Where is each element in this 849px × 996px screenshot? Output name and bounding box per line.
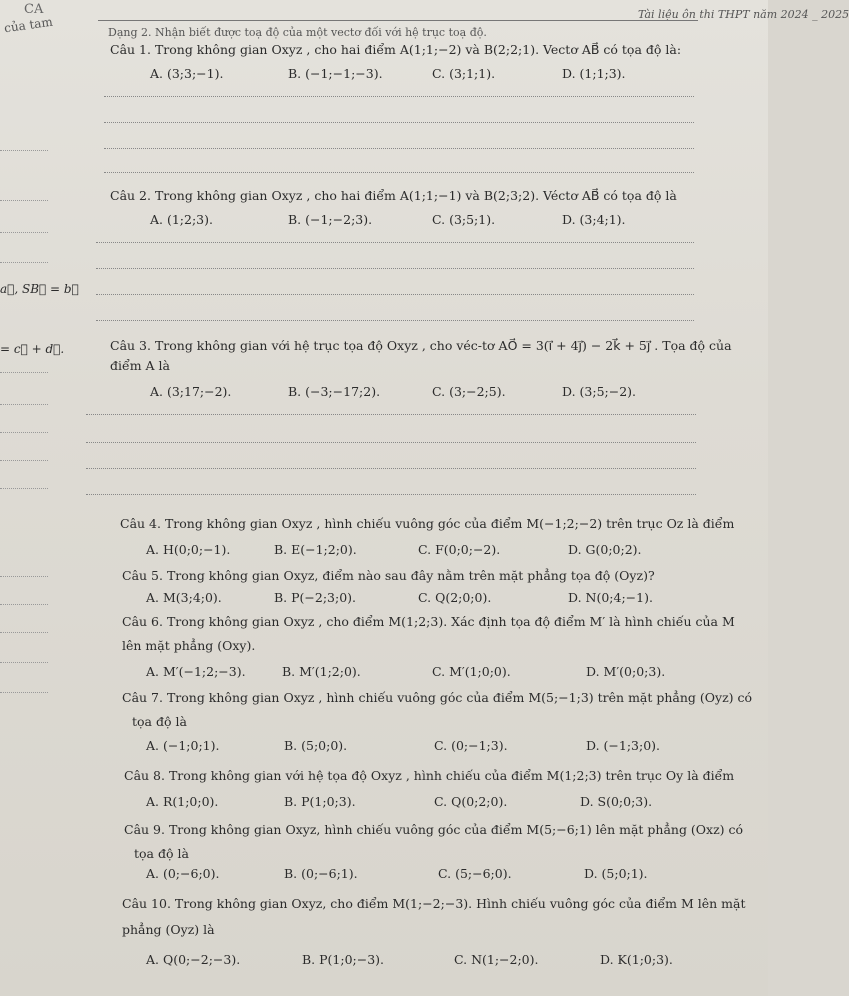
option-b: B. P(−2;3;0). <box>274 590 357 605</box>
margin-line <box>0 372 48 373</box>
margin-line <box>0 432 48 433</box>
option-b: B. M′(1;2;0). <box>282 664 361 679</box>
option-d: D. (5;0;1). <box>584 866 648 881</box>
option-c: C. (5;−6;0). <box>438 866 512 881</box>
section-title: Dạng 2. Nhận biết được toạ độ của một vectơ đối với hệ trục toạ độ. <box>108 26 487 39</box>
answer-line <box>86 468 696 469</box>
answer-line <box>96 268 694 269</box>
margin-line <box>0 200 48 201</box>
option-a: A. H(0;0;−1). <box>146 542 231 557</box>
option-a: A. R(1;0;0). <box>146 794 219 809</box>
margin-line <box>0 604 48 605</box>
option-b: B. (−1;−2;3). <box>288 212 373 227</box>
option-a: A. Q(0;−2;−3). <box>146 952 241 967</box>
question-7-stem-cont: tọa độ là <box>132 714 187 729</box>
option-d: D. G(0;0;2). <box>568 542 642 557</box>
answer-line <box>104 96 694 97</box>
question-3-stem: Câu 3. Trong không gian với hệ trục tọa độ Oxyz , cho véc-tơ AO⃗ = 3(i⃗ + 4j⃗) − 2k⃗ + 5j⃗ . Tọa độ của <box>110 338 732 353</box>
option-c: C. F(0;0;−2). <box>418 542 501 557</box>
option-d: D. (3;4;1). <box>562 212 626 227</box>
option-a: A. M(3;4;0). <box>146 590 222 605</box>
option-a: A. M′(−1;2;−3). <box>146 664 246 679</box>
answer-line <box>104 148 694 149</box>
margin-line <box>0 662 48 663</box>
question-7-stem: Câu 7. Trong không gian Oxyz , hình chiếu vuông góc của điểm M(5;−1;3) trên mặt phẳng (Oyz) có <box>122 690 753 705</box>
question-9-stem-cont: tọa độ là <box>134 846 189 861</box>
answer-line <box>86 442 696 443</box>
option-c: C. (0;−1;3). <box>434 738 508 753</box>
margin-line <box>0 488 48 489</box>
margin-line <box>0 632 48 633</box>
option-d: D. K(1;0;3). <box>600 952 673 967</box>
question-8-stem: Câu 8. Trong không gian với hệ tọa độ Oxyz , hình chiếu của điểm M(1;2;3) trên trục Oy là điểm <box>124 768 735 783</box>
option-d: D. (3;5;−2). <box>562 384 637 399</box>
question-10-stem: Câu 10. Trong không gian Oxyz, cho điểm M(1;−2;−3). Hình chiếu vuông góc của điểm M lên mặt <box>122 896 746 911</box>
option-c: C. (3;−2;5). <box>432 384 506 399</box>
option-b: B. P(1;0;3). <box>284 794 356 809</box>
option-c: C. Q(2;0;0). <box>418 590 492 605</box>
option-c: C. (3;1;1). <box>432 66 496 81</box>
answer-line <box>96 294 694 295</box>
option-a: A. (3;3;−1). <box>150 66 224 81</box>
question-6-stem: Câu 6. Trong không gian Oxyz , cho điểm M(1;2;3). Xác định tọa độ điểm M′ là hình chiếu của M <box>122 614 735 629</box>
option-d: D. M′(0;0;3). <box>586 664 666 679</box>
option-c: C. Q(0;2;0). <box>434 794 508 809</box>
margin-note: = c⃗ + d⃗. <box>0 342 65 356</box>
question-4-stem: Câu 4. Trong không gian Oxyz , hình chiếu vuông góc của điểm M(−1;2;−2) trên trục Oz là điểm <box>120 516 735 531</box>
option-c: C. (3;5;1). <box>432 212 496 227</box>
document-header: Tài liệu ôn thi THPT năm 2024 _ 2025 <box>638 8 849 21</box>
answer-line <box>96 320 694 321</box>
answer-line <box>104 172 694 173</box>
option-b: B. E(−1;2;0). <box>274 542 357 557</box>
corner-text: CA <box>24 2 44 17</box>
option-b: B. (−1;−1;−3). <box>288 66 383 81</box>
question-10-stem-cont: phẳng (Oyz) là <box>122 922 215 937</box>
margin-line <box>0 232 48 233</box>
option-a: A. (3;17;−2). <box>150 384 232 399</box>
margin-line <box>0 262 48 263</box>
answer-line <box>104 122 694 123</box>
question-2-stem: Câu 2. Trong không gian Oxyz , cho hai điểm A(1;1;−1) và B(2;3;2). Véctơ AB⃗ có tọa độ là <box>110 188 677 203</box>
question-3-stem-cont: điểm A là <box>110 358 170 373</box>
question-9-stem: Câu 9. Trong không gian Oxyz, hình chiếu vuông góc của điểm M(5;−6;1) lên mặt phẳng (Oxz) có <box>124 822 744 837</box>
option-b: B. (5;0;0). <box>284 738 348 753</box>
header-rule <box>98 20 698 21</box>
answer-line <box>96 242 694 243</box>
question-5-stem: Câu 5. Trong không gian Oxyz, điểm nào sau đây nằm trên mặt phẳng tọa độ (Oyz)? <box>122 568 655 583</box>
margin-corner-text: của tam <box>3 14 54 36</box>
option-d: D. (1;1;3). <box>562 66 626 81</box>
margin-line <box>0 460 48 461</box>
option-d: D. S(0;0;3). <box>580 794 653 809</box>
option-d: D. N(0;4;−1). <box>568 590 653 605</box>
margin-line <box>0 576 48 577</box>
question-6-stem-cont: lên mặt phẳng (Oxy). <box>122 638 256 653</box>
option-b: B. (−3;−17;2). <box>288 384 381 399</box>
margin-line <box>0 404 48 405</box>
option-b: B. P(1;0;−3). <box>302 952 385 967</box>
option-a: A. (−1;0;1). <box>146 738 220 753</box>
option-b: B. (0;−6;1). <box>284 866 358 881</box>
option-a: A. (0;−6;0). <box>146 866 220 881</box>
margin-line <box>0 150 48 151</box>
option-c: C. N(1;−2;0). <box>454 952 539 967</box>
margin-line <box>0 692 48 693</box>
option-c: C. M′(1;0;0). <box>432 664 511 679</box>
option-a: A. (1;2;3). <box>150 212 213 227</box>
answer-line <box>86 414 696 415</box>
option-d: D. (−1;3;0). <box>586 738 661 753</box>
question-1-stem: Câu 1. Trong không gian Oxyz , cho hai điểm A(1;1;−2) và B(2;2;1). Vectơ AB⃗ có tọa độ là: <box>110 42 682 57</box>
margin-note: a⃗, SB⃗ = b⃗ <box>0 282 79 296</box>
answer-line <box>86 494 696 495</box>
